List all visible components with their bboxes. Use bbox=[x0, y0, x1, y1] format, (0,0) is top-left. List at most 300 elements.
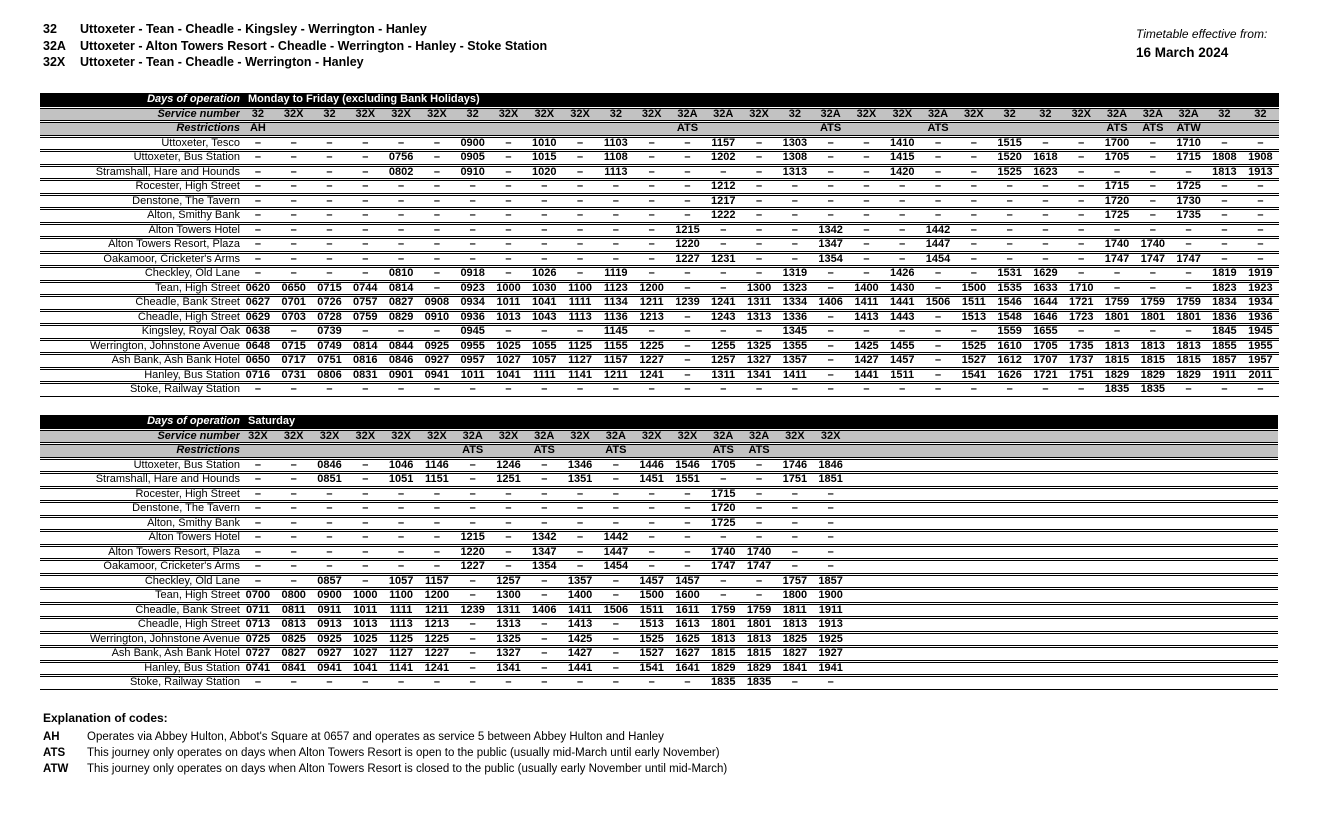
time-cell: 1411 bbox=[849, 296, 885, 310]
time-cell: – bbox=[1207, 180, 1243, 194]
time-cell: 1759 bbox=[1171, 296, 1207, 310]
time-cell: 1227 bbox=[670, 253, 706, 267]
time-cell: 1525 bbox=[992, 166, 1028, 180]
filler-cell bbox=[849, 531, 1278, 545]
time-cell: – bbox=[526, 253, 562, 267]
time-cell: 1815 bbox=[741, 647, 777, 661]
time-cell: – bbox=[777, 517, 813, 531]
time-cell: – bbox=[1135, 195, 1171, 209]
restrictions-row bbox=[40, 122, 1279, 136]
time-cell: 1202 bbox=[705, 151, 741, 165]
restriction-cell bbox=[741, 122, 777, 136]
service-number-cell: 32A bbox=[705, 108, 741, 122]
time-cell: – bbox=[240, 238, 276, 252]
time-cell: – bbox=[240, 253, 276, 267]
time-cell: – bbox=[598, 488, 634, 502]
time-cell: 1618 bbox=[1028, 151, 1064, 165]
filler-cell bbox=[849, 488, 1278, 502]
time-cell: 1011 bbox=[347, 604, 383, 618]
time-cell: – bbox=[813, 517, 849, 531]
time-cell: 1707 bbox=[1028, 354, 1064, 368]
time-cell: 1759 bbox=[705, 604, 741, 618]
time-cell: – bbox=[884, 180, 920, 194]
codes-list bbox=[43, 730, 727, 777]
filler-cell bbox=[849, 633, 1278, 647]
time-cell: – bbox=[741, 253, 777, 267]
time-cell: 1355 bbox=[777, 340, 813, 354]
time-cell: – bbox=[777, 531, 813, 545]
time-cell: 1411 bbox=[562, 604, 598, 618]
restrictions-label: Restrictions bbox=[40, 444, 240, 458]
time-cell: 0923 bbox=[455, 282, 491, 296]
time-cell: 1025 bbox=[491, 340, 527, 354]
service-number-cell: 32X bbox=[276, 108, 312, 122]
time-cell: 0841 bbox=[276, 662, 312, 676]
time-cell: – bbox=[598, 195, 634, 209]
time-cell: – bbox=[312, 166, 348, 180]
time-cell: – bbox=[419, 517, 455, 531]
time-cell: 1313 bbox=[491, 618, 527, 632]
time-cell: 0927 bbox=[419, 354, 455, 368]
stop-name: Alton Towers Resort, Plaza bbox=[40, 546, 240, 560]
time-cell: – bbox=[813, 267, 849, 281]
time-cell: 0751 bbox=[312, 354, 348, 368]
time-cell: – bbox=[813, 560, 849, 574]
time-cell: 1610 bbox=[992, 340, 1028, 354]
time-cell: – bbox=[455, 473, 491, 487]
time-cell: 1612 bbox=[992, 354, 1028, 368]
service-number-row bbox=[40, 108, 1279, 122]
time-cell: 1735 bbox=[1171, 209, 1207, 223]
stop-name: Rocester, High Street bbox=[40, 180, 240, 194]
time-cell: 0627 bbox=[240, 296, 276, 310]
time-cell: – bbox=[312, 267, 348, 281]
time-cell: – bbox=[849, 166, 885, 180]
time-cell: 1559 bbox=[992, 325, 1028, 339]
service-number-cell: 32X bbox=[634, 430, 670, 444]
time-cell: – bbox=[455, 633, 491, 647]
time-cell: 1406 bbox=[526, 604, 562, 618]
time-cell: 1413 bbox=[849, 311, 885, 325]
time-cell: 1000 bbox=[347, 589, 383, 603]
timetable-row bbox=[40, 166, 1279, 180]
service-number-cell: 32X bbox=[526, 108, 562, 122]
time-cell: – bbox=[884, 383, 920, 397]
time-cell: 1200 bbox=[419, 589, 455, 603]
time-cell: – bbox=[956, 166, 992, 180]
time-cell: – bbox=[526, 238, 562, 252]
time-cell: – bbox=[526, 647, 562, 661]
time-cell: – bbox=[312, 137, 348, 151]
time-cell: – bbox=[849, 224, 885, 238]
code-key: ATW bbox=[43, 762, 69, 775]
time-cell: 1457 bbox=[634, 575, 670, 589]
time-cell: – bbox=[419, 676, 455, 690]
time-cell: 1720 bbox=[705, 502, 741, 516]
time-cell: 1923 bbox=[1242, 282, 1278, 296]
time-cell: – bbox=[1207, 238, 1243, 252]
time-cell: – bbox=[419, 180, 455, 194]
time-cell: – bbox=[347, 531, 383, 545]
time-cell: 1430 bbox=[884, 282, 920, 296]
time-cell: 0727 bbox=[240, 647, 276, 661]
codes-title: Explanation of codes: bbox=[43, 711, 168, 725]
stop-name: Ash Bank, Ash Bank Hotel bbox=[40, 354, 240, 368]
time-cell: 1829 bbox=[1135, 369, 1171, 383]
timetable-row bbox=[40, 340, 1279, 354]
time-cell: 1113 bbox=[383, 618, 419, 632]
time-cell: 1420 bbox=[884, 166, 920, 180]
timetable-row bbox=[40, 618, 1278, 632]
time-cell: – bbox=[455, 662, 491, 676]
time-cell: 1747 bbox=[1099, 253, 1135, 267]
time-cell: – bbox=[419, 560, 455, 574]
time-cell: – bbox=[670, 340, 706, 354]
time-cell: 1311 bbox=[741, 296, 777, 310]
restriction-cell bbox=[598, 122, 634, 136]
time-cell: 1511 bbox=[884, 369, 920, 383]
time-cell: – bbox=[312, 180, 348, 194]
time-cell: – bbox=[598, 502, 634, 516]
time-cell: 1157 bbox=[419, 575, 455, 589]
time-cell: 1857 bbox=[1207, 354, 1243, 368]
time-cell: – bbox=[1207, 195, 1243, 209]
service-number-cell: 32 bbox=[455, 108, 491, 122]
service-number-cell: 32A bbox=[813, 108, 849, 122]
time-cell: – bbox=[383, 676, 419, 690]
time-cell: – bbox=[956, 325, 992, 339]
time-cell: 0945 bbox=[455, 325, 491, 339]
time-cell: – bbox=[1135, 166, 1171, 180]
time-cell: – bbox=[312, 383, 348, 397]
time-cell: – bbox=[312, 209, 348, 223]
time-cell: 1413 bbox=[562, 618, 598, 632]
time-cell: – bbox=[419, 531, 455, 545]
time-cell: – bbox=[240, 676, 276, 690]
time-cell: 0715 bbox=[312, 282, 348, 296]
time-cell: – bbox=[634, 267, 670, 281]
time-cell: – bbox=[526, 575, 562, 589]
time-cell: 1644 bbox=[1028, 296, 1064, 310]
time-cell: 1725 bbox=[1171, 180, 1207, 194]
time-cell: – bbox=[347, 517, 383, 531]
code-line bbox=[43, 746, 727, 762]
time-cell: – bbox=[813, 166, 849, 180]
time-cell: 0851 bbox=[312, 473, 348, 487]
filler-cell bbox=[849, 575, 1278, 589]
stop-name: Uttoxeter, Bus Station bbox=[40, 459, 240, 473]
time-cell: – bbox=[777, 383, 813, 397]
time-cell: – bbox=[813, 369, 849, 383]
time-cell: – bbox=[240, 137, 276, 151]
time-cell: – bbox=[491, 383, 527, 397]
time-cell: 1721 bbox=[1063, 296, 1099, 310]
time-cell: – bbox=[240, 180, 276, 194]
restriction-cell bbox=[1242, 122, 1278, 136]
time-cell: 1300 bbox=[491, 589, 527, 603]
time-cell: 0739 bbox=[312, 325, 348, 339]
time-cell: 1813 bbox=[1099, 340, 1135, 354]
time-cell: 1300 bbox=[741, 282, 777, 296]
time-cell: 0806 bbox=[312, 369, 348, 383]
time-cell: – bbox=[383, 180, 419, 194]
time-cell: – bbox=[276, 560, 312, 574]
time-cell: 1441 bbox=[849, 369, 885, 383]
time-cell: 0827 bbox=[383, 296, 419, 310]
service-number-cell: 32 bbox=[992, 108, 1028, 122]
time-cell: – bbox=[312, 546, 348, 560]
time-cell: 1015 bbox=[526, 151, 562, 165]
time-cell: 0913 bbox=[312, 618, 348, 632]
route-number: 32A bbox=[43, 38, 66, 53]
time-cell: – bbox=[920, 369, 956, 383]
time-cell: – bbox=[526, 589, 562, 603]
time-cell: 1241 bbox=[634, 369, 670, 383]
time-cell: – bbox=[920, 209, 956, 223]
code-description: This journey only operates on days when Alton Towers Resort is closed to the public (usually early November until mid-March) bbox=[87, 762, 728, 775]
stop-name: Denstone, The Tavern bbox=[40, 502, 240, 516]
time-cell: 1357 bbox=[562, 575, 598, 589]
time-cell: – bbox=[240, 546, 276, 560]
time-cell: 0802 bbox=[383, 166, 419, 180]
time-cell: 0711 bbox=[240, 604, 276, 618]
time-cell: 1211 bbox=[634, 296, 670, 310]
time-cell: – bbox=[705, 267, 741, 281]
time-cell: 0650 bbox=[240, 354, 276, 368]
service-number-cell: 32X bbox=[491, 108, 527, 122]
time-cell: 1641 bbox=[670, 662, 706, 676]
time-cell: – bbox=[1028, 253, 1064, 267]
time-cell: – bbox=[1063, 238, 1099, 252]
timetable-row bbox=[40, 531, 1278, 545]
time-cell: – bbox=[526, 618, 562, 632]
time-cell: 1834 bbox=[1207, 296, 1243, 310]
time-cell: 1319 bbox=[777, 267, 813, 281]
time-cell: 1213 bbox=[634, 311, 670, 325]
route-summary-list bbox=[43, 21, 547, 71]
time-cell: 1801 bbox=[705, 618, 741, 632]
filler-cell bbox=[849, 473, 1278, 487]
time-cell: – bbox=[634, 137, 670, 151]
service-number-cell: 32A bbox=[920, 108, 956, 122]
time-cell: – bbox=[276, 575, 312, 589]
time-cell: – bbox=[992, 195, 1028, 209]
time-cell: – bbox=[347, 575, 383, 589]
restriction-cell bbox=[347, 122, 383, 136]
time-cell: – bbox=[526, 209, 562, 223]
time-cell: – bbox=[741, 459, 777, 473]
time-cell: – bbox=[526, 473, 562, 487]
time-cell: – bbox=[383, 531, 419, 545]
time-cell: 1746 bbox=[777, 459, 813, 473]
time-cell: 1936 bbox=[1242, 311, 1278, 325]
time-cell: – bbox=[705, 473, 741, 487]
time-cell: – bbox=[813, 325, 849, 339]
stop-name: Rocester, High Street bbox=[40, 488, 240, 502]
time-cell: 0825 bbox=[276, 633, 312, 647]
time-cell: – bbox=[276, 151, 312, 165]
time-cell: – bbox=[598, 238, 634, 252]
time-cell: 1725 bbox=[1099, 209, 1135, 223]
time-cell: 0925 bbox=[312, 633, 348, 647]
time-cell: – bbox=[347, 224, 383, 238]
time-cell: – bbox=[240, 224, 276, 238]
time-cell: – bbox=[1135, 267, 1171, 281]
timetable-row bbox=[40, 546, 1278, 560]
time-cell: – bbox=[634, 238, 670, 252]
time-cell: – bbox=[347, 137, 383, 151]
time-cell: – bbox=[741, 137, 777, 151]
restriction-cell bbox=[1063, 122, 1099, 136]
time-cell: – bbox=[562, 195, 598, 209]
time-cell: – bbox=[240, 531, 276, 545]
time-cell: – bbox=[741, 209, 777, 223]
time-cell: 1457 bbox=[670, 575, 706, 589]
time-cell: – bbox=[992, 180, 1028, 194]
time-cell: – bbox=[276, 180, 312, 194]
effective-date: 16 March 2024 bbox=[1136, 45, 1229, 60]
time-cell: – bbox=[562, 531, 598, 545]
time-cell: – bbox=[777, 560, 813, 574]
time-cell: 0829 bbox=[383, 311, 419, 325]
service-number-cell: 32X bbox=[813, 430, 849, 444]
time-cell: 1225 bbox=[419, 633, 455, 647]
time-cell: 0715 bbox=[276, 340, 312, 354]
time-cell: – bbox=[634, 560, 670, 574]
time-cell: 1835 bbox=[741, 676, 777, 690]
restriction-cell bbox=[383, 444, 419, 458]
time-cell: 0925 bbox=[419, 340, 455, 354]
restriction-cell: ATS bbox=[1099, 122, 1135, 136]
time-cell: 0918 bbox=[455, 267, 491, 281]
time-cell: – bbox=[455, 517, 491, 531]
time-cell: 1511 bbox=[956, 296, 992, 310]
time-cell: 1813 bbox=[777, 618, 813, 632]
time-cell: 1740 bbox=[1099, 238, 1135, 252]
time-cell: 1213 bbox=[419, 618, 455, 632]
time-cell: – bbox=[813, 340, 849, 354]
time-cell: – bbox=[741, 488, 777, 502]
time-cell: 1655 bbox=[1028, 325, 1064, 339]
time-cell: 1227 bbox=[419, 647, 455, 661]
time-cell: 0744 bbox=[347, 282, 383, 296]
restriction-cell bbox=[777, 444, 813, 458]
time-cell: 1141 bbox=[562, 369, 598, 383]
time-cell: 1908 bbox=[1242, 151, 1278, 165]
time-cell: 1548 bbox=[992, 311, 1028, 325]
time-cell: – bbox=[240, 267, 276, 281]
time-cell: 1855 bbox=[1207, 340, 1243, 354]
time-cell: 1113 bbox=[598, 166, 634, 180]
restriction-cell: AH bbox=[240, 122, 276, 136]
code-key: AH bbox=[43, 731, 60, 743]
time-cell: – bbox=[920, 151, 956, 165]
service-number-cell: 32 bbox=[598, 108, 634, 122]
time-cell: 1541 bbox=[956, 369, 992, 383]
time-cell: – bbox=[1171, 282, 1207, 296]
time-cell: – bbox=[956, 180, 992, 194]
time-cell: – bbox=[1028, 238, 1064, 252]
time-cell: – bbox=[491, 151, 527, 165]
time-cell: – bbox=[383, 325, 419, 339]
time-cell: – bbox=[849, 209, 885, 223]
time-cell: – bbox=[1028, 180, 1064, 194]
time-cell: – bbox=[491, 325, 527, 339]
time-cell: 1500 bbox=[956, 282, 992, 296]
time-cell: – bbox=[240, 383, 276, 397]
service-number-cell: 32 bbox=[777, 108, 813, 122]
time-cell: – bbox=[562, 137, 598, 151]
time-cell: – bbox=[419, 166, 455, 180]
time-cell: – bbox=[920, 195, 956, 209]
time-cell: 1913 bbox=[813, 618, 849, 632]
time-cell: – bbox=[992, 209, 1028, 223]
time-cell: – bbox=[884, 195, 920, 209]
service-number-cell: 32X bbox=[491, 430, 527, 444]
time-cell: – bbox=[849, 383, 885, 397]
time-cell: – bbox=[777, 209, 813, 223]
timetable-row bbox=[40, 238, 1279, 252]
service-number-cell: 32 bbox=[1028, 108, 1064, 122]
time-cell: 0857 bbox=[312, 575, 348, 589]
time-cell: 1000 bbox=[491, 282, 527, 296]
time-cell: – bbox=[670, 282, 706, 296]
time-cell: – bbox=[526, 224, 562, 238]
time-cell: – bbox=[240, 502, 276, 516]
time-cell: 1055 bbox=[526, 340, 562, 354]
time-cell: 1400 bbox=[562, 589, 598, 603]
service-number-cell: 32 bbox=[1242, 108, 1278, 122]
stop-name: Uttoxeter, Tesco bbox=[40, 137, 240, 151]
time-cell: 1623 bbox=[1028, 166, 1064, 180]
time-cell: 0741 bbox=[240, 662, 276, 676]
time-cell: – bbox=[347, 502, 383, 516]
time-cell: 1815 bbox=[1171, 354, 1207, 368]
time-cell: – bbox=[634, 325, 670, 339]
time-cell: – bbox=[562, 488, 598, 502]
time-cell: – bbox=[562, 325, 598, 339]
time-cell: – bbox=[670, 531, 706, 545]
restriction-cell: ATS bbox=[526, 444, 562, 458]
time-cell: 0620 bbox=[240, 282, 276, 296]
time-cell: – bbox=[455, 589, 491, 603]
time-cell: – bbox=[670, 383, 706, 397]
time-cell: 1354 bbox=[526, 560, 562, 574]
time-cell: 1113 bbox=[562, 311, 598, 325]
time-cell: – bbox=[347, 676, 383, 690]
time-cell: – bbox=[705, 325, 741, 339]
time-cell: 0757 bbox=[347, 296, 383, 310]
service-number-cell: 32X bbox=[383, 108, 419, 122]
time-cell: – bbox=[419, 195, 455, 209]
time-cell: – bbox=[956, 195, 992, 209]
time-cell: 1346 bbox=[562, 459, 598, 473]
time-cell: 0726 bbox=[312, 296, 348, 310]
timetable-row bbox=[40, 560, 1278, 574]
time-cell: – bbox=[777, 502, 813, 516]
time-cell: – bbox=[276, 267, 312, 281]
restriction-cell bbox=[491, 444, 527, 458]
service-number-row bbox=[40, 430, 1278, 444]
time-cell: 0846 bbox=[312, 459, 348, 473]
time-cell: 1705 bbox=[1099, 151, 1135, 165]
time-cell: 0901 bbox=[383, 369, 419, 383]
time-cell: 1511 bbox=[634, 604, 670, 618]
time-cell: 1041 bbox=[491, 369, 527, 383]
time-cell: – bbox=[562, 517, 598, 531]
filler-cell bbox=[849, 517, 1278, 531]
restriction-cell bbox=[419, 122, 455, 136]
